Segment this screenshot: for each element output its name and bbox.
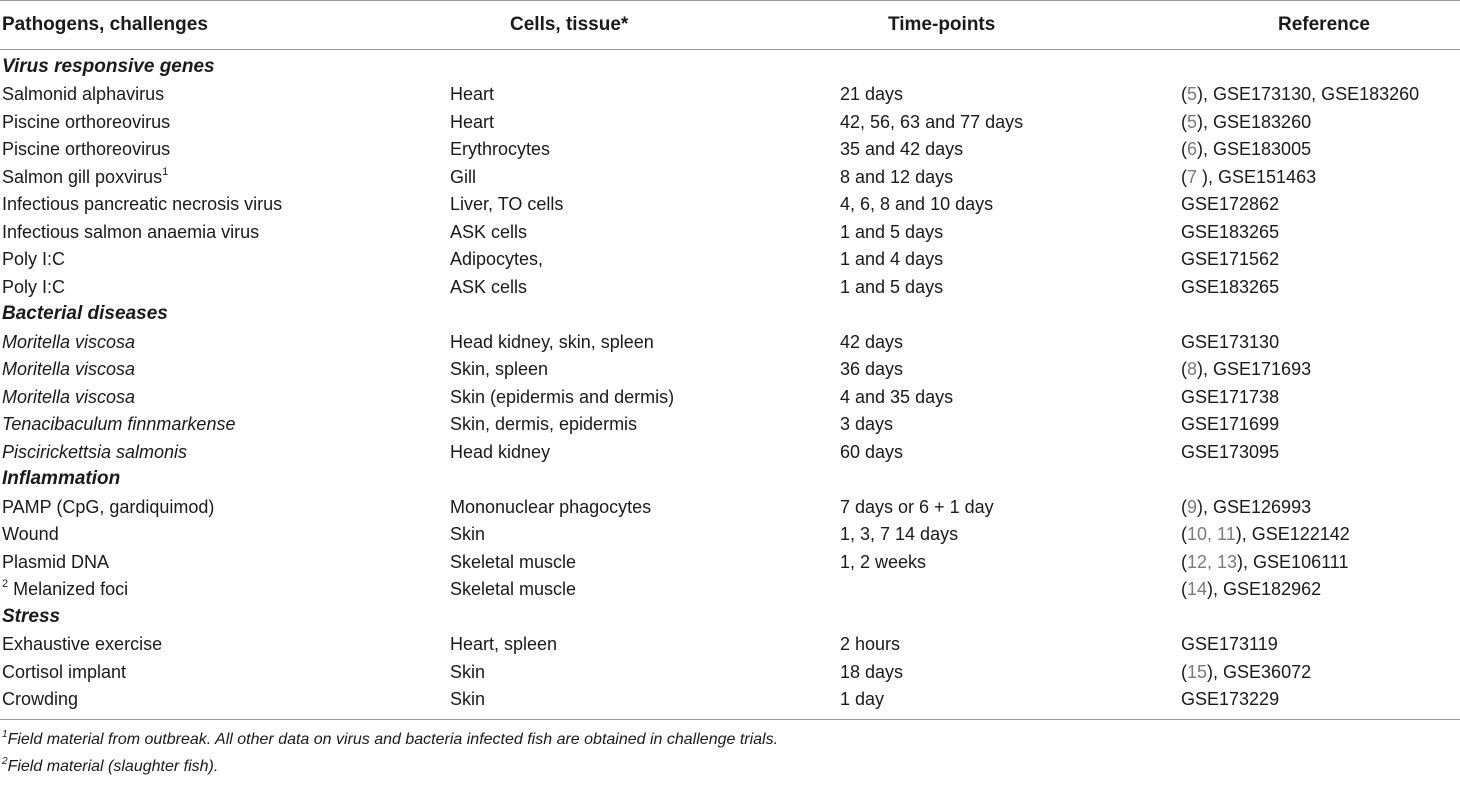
table-row <box>0 686 1460 720</box>
cell-time-points: 7 days or 6 + 1 day <box>840 496 994 517</box>
section-row <box>0 466 1460 494</box>
citation-link: 5 <box>1187 111 1198 132</box>
pathogen-name: PAMP (CpG, gardiquimod) <box>2 496 215 517</box>
cell-reference <box>1181 383 1460 411</box>
pathogen-name: Exhaustive exercise <box>2 634 163 655</box>
table-row <box>0 136 1460 164</box>
table-row <box>0 576 1460 604</box>
pathogen-name: Salmon gill poxvirus <box>2 166 163 187</box>
cell-reference <box>1181 576 1460 604</box>
table-row <box>0 108 1460 136</box>
cell-reference <box>1181 521 1460 549</box>
cell-tissue: Gill <box>450 166 476 187</box>
table-row <box>0 548 1460 576</box>
table-row <box>0 246 1460 274</box>
geo-accession: GSE171693 <box>1213 359 1312 380</box>
cell-time-points: 60 days <box>840 441 904 462</box>
pathogen-name: Piscine orthoreovirus <box>2 139 171 160</box>
cell-time-points: 4, 6, 8 and 10 days <box>840 194 994 215</box>
citation-link: 6 <box>1187 139 1198 160</box>
footnote-mark: 2 <box>2 755 8 767</box>
pathogen-name: Salmonid alphavirus <box>2 84 165 105</box>
footnote-mark: 1 <box>2 728 8 740</box>
section-row <box>0 50 1460 81</box>
cell-reference <box>1181 246 1460 274</box>
geo-accession: GSE173095 <box>1181 441 1280 462</box>
ref-paren-open: ( <box>1181 579 1187 600</box>
cell-pathogen <box>0 246 450 274</box>
ref-paren-open: ( <box>1181 661 1187 682</box>
table-row <box>0 521 1460 549</box>
pathogen-name: Moritella viscosa <box>2 386 136 407</box>
citation-link: 5 <box>1187 84 1198 105</box>
ref-paren-close: ), <box>1197 111 1214 132</box>
geo-accession: GSE173130, GSE183260 <box>1213 84 1420 105</box>
cell-reference <box>1181 631 1460 659</box>
cell-time-points: 42, 56, 63 and 77 days <box>840 111 1024 132</box>
cell-reference <box>1181 411 1460 439</box>
cell-pathogen <box>0 136 450 164</box>
cell-reference <box>1181 493 1460 521</box>
cell-pathogen <box>0 438 450 466</box>
geo-accession: GSE151463 <box>1218 166 1317 187</box>
cell-tissue: Skin (epidermis and dermis) <box>450 386 675 407</box>
cell-pathogen <box>0 273 450 301</box>
geo-accession: GSE183265 <box>1181 221 1280 242</box>
cell-pathogen <box>0 328 450 356</box>
cell-time-points <box>840 576 1181 604</box>
ref-paren-close: ), <box>1197 84 1214 105</box>
table-row <box>0 493 1460 521</box>
cell-time-points: 42 days <box>840 331 904 352</box>
cell-reference <box>1181 658 1460 686</box>
cell-pathogen <box>0 631 450 659</box>
cell-reference <box>1181 81 1460 109</box>
cell-pathogen <box>0 521 450 549</box>
cell-pathogen <box>0 163 450 191</box>
header-pathogens: Pathogens, challenges <box>0 1 450 50</box>
cell-time-points: 18 days <box>840 661 904 682</box>
header-row <box>0 1 1460 50</box>
cell-tissue: Heart <box>450 111 495 132</box>
cell-tissue: Skin <box>450 661 486 682</box>
cell-tissue: Head kidney <box>450 441 551 462</box>
cell-pathogen <box>0 411 450 439</box>
pathogen-name: Tenacibaculum finnmarkense <box>2 414 236 435</box>
pathogen-name: Melanized foci <box>8 579 129 600</box>
footnote-text: Field material from outbreak. All other data on virus and bacteria infected fish are obtained in challenge trials. <box>7 731 779 748</box>
cell-reference <box>1181 218 1460 246</box>
cell-reference <box>1181 136 1460 164</box>
footnote-text: Field material (slaughter fish). <box>7 758 219 775</box>
pathogen-name: Wound <box>2 524 59 545</box>
cell-time-points: 1 day <box>840 686 1181 720</box>
cell-tissue: Skeletal muscle <box>450 579 577 600</box>
ref-paren-open: ( <box>1181 139 1187 160</box>
cell-pathogen <box>0 493 450 521</box>
ref-paren-close: ), <box>1237 551 1254 572</box>
cell-pathogen <box>0 81 450 109</box>
cell-reference <box>1181 438 1460 466</box>
table-body <box>0 50 1460 720</box>
geo-accession: GSE106111 <box>1253 551 1349 572</box>
pathogen-name: Infectious salmon anaemia virus <box>2 221 260 242</box>
cell-reference <box>1181 686 1460 720</box>
geo-accession: GSE171562 <box>1181 249 1280 270</box>
pathogen-name: Moritella viscosa <box>2 331 136 352</box>
cell-reference <box>1181 356 1460 384</box>
table-row <box>0 191 1460 219</box>
cell-time-points: 1 and 5 days <box>840 276 944 297</box>
ref-paren-open: ( <box>1181 84 1187 105</box>
citation-link: 12, 13 <box>1187 551 1238 572</box>
geo-accession: GSE171738 <box>1181 386 1280 407</box>
cell-time-points: 1, 2 weeks <box>840 551 927 572</box>
table-row <box>0 438 1460 466</box>
cell-pathogen <box>0 383 450 411</box>
header-time-points: Time-points <box>840 1 1181 50</box>
ref-paren-close: ), <box>1207 661 1224 682</box>
cell-tissue: Heart <box>450 84 495 105</box>
section-title: Virus responsive genes <box>2 55 215 77</box>
geo-accession: GSE182962 <box>1223 579 1322 600</box>
cell-pathogen <box>0 191 450 219</box>
cell-tissue: Erythrocytes <box>450 139 551 160</box>
cell-pathogen <box>0 548 450 576</box>
footnote-mark: 1 <box>162 165 169 178</box>
cell-tissue: Liver, TO cells <box>450 194 564 215</box>
section-row <box>0 603 1460 631</box>
geo-accession: GSE183265 <box>1181 276 1280 297</box>
citation-link: 10, 11 <box>1187 524 1236 545</box>
ref-paren-close: ), <box>1197 359 1214 380</box>
table-row <box>0 328 1460 356</box>
pathogen-name: Moritella viscosa <box>2 359 136 380</box>
footnote-line <box>2 753 1460 780</box>
geo-accession: GSE173229 <box>1181 689 1280 710</box>
pathogen-name: Poly I:C <box>2 276 66 297</box>
table-row <box>0 163 1460 191</box>
table-row <box>0 273 1460 301</box>
cell-reference <box>1181 191 1460 219</box>
pathogen-name: Plasmid DNA <box>2 551 110 572</box>
cell-tissue: Adipocytes, <box>450 249 544 270</box>
cell-pathogen <box>0 576 450 604</box>
table-row <box>0 631 1460 659</box>
geo-accession: GSE172862 <box>1181 194 1280 215</box>
ref-paren-close: ), <box>1202 166 1219 187</box>
citation-link: 8 <box>1187 359 1198 380</box>
ref-paren-close: ), <box>1235 524 1252 545</box>
ref-paren-close: ), <box>1197 139 1214 160</box>
cell-pathogen <box>0 658 450 686</box>
cell-tissue: Skin, dermis, epidermis <box>450 414 638 435</box>
cell-tissue: Skin <box>450 524 486 545</box>
pathogen-name: Infectious pancreatic necrosis virus <box>2 194 283 215</box>
table-row <box>0 356 1460 384</box>
cell-pathogen <box>0 356 450 384</box>
section-row <box>0 301 1460 329</box>
cell-time-points: 3 days <box>840 414 894 435</box>
table-row <box>0 383 1460 411</box>
ref-paren-open: ( <box>1181 524 1187 545</box>
cell-time-points: 21 days <box>840 84 904 105</box>
pathogen-name: Crowding <box>2 689 79 710</box>
cell-time-points: 2 hours <box>840 634 901 655</box>
cell-reference <box>1181 548 1460 576</box>
cell-tissue: Skin, spleen <box>450 359 549 380</box>
geo-accession: GSE173119 <box>1181 634 1278 655</box>
cell-tissue: Mononuclear phagocytes <box>450 496 652 517</box>
cell-time-points: 8 and 12 days <box>840 166 954 187</box>
geo-accession: GSE183260 <box>1213 111 1312 132</box>
geo-accession: GSE183005 <box>1213 139 1312 160</box>
cell-reference <box>1181 328 1460 356</box>
cell-time-points: 35 and 42 days <box>840 139 964 160</box>
geo-accession: GSE36072 <box>1223 661 1312 682</box>
cell-tissue: Skin <box>450 686 840 720</box>
cell-tissue: Heart, spleen <box>450 634 558 655</box>
citation-link: 7 <box>1187 166 1203 187</box>
cell-time-points: 1 and 4 days <box>840 249 944 270</box>
cell-reference <box>1181 273 1460 301</box>
geo-accession: GSE126993 <box>1213 496 1312 517</box>
table-row <box>0 218 1460 246</box>
cell-tissue: ASK cells <box>450 276 528 297</box>
geo-accession: GSE173130 <box>1181 331 1280 352</box>
cell-tissue: Head kidney, skin, spleen <box>450 331 654 352</box>
citation-link: 14 <box>1187 579 1208 600</box>
ref-paren-open: ( <box>1181 111 1187 132</box>
footnote-mark: 2 <box>2 578 9 591</box>
citation-link: 15 <box>1187 661 1208 682</box>
pathogen-name: Poly I:C <box>2 249 66 270</box>
cell-pathogen <box>0 108 450 136</box>
footnotes <box>0 720 1460 780</box>
table-row <box>0 658 1460 686</box>
pathogen-name: Cortisol implant <box>2 661 127 682</box>
cell-time-points: 36 days <box>840 359 904 380</box>
ref-paren-close: ), <box>1197 496 1214 517</box>
header-cells-tissue: Cells, tissue* <box>450 1 840 50</box>
ref-paren-open: ( <box>1181 496 1187 517</box>
cell-reference <box>1181 163 1460 191</box>
table-row <box>0 81 1460 109</box>
cell-reference <box>1181 108 1460 136</box>
pathogen-name: Piscine orthoreovirus <box>2 111 171 132</box>
table-row <box>0 411 1460 439</box>
pathogen-name: Piscirickettsia salmonis <box>2 441 188 462</box>
section-title: Stress <box>2 605 61 627</box>
ref-paren-open: ( <box>1181 551 1187 572</box>
footnote-line <box>2 726 1460 753</box>
ref-paren-open: ( <box>1181 166 1187 187</box>
section-title: Inflammation <box>2 468 121 490</box>
geo-accession: GSE122142 <box>1251 524 1350 545</box>
geo-accession: GSE171699 <box>1181 414 1280 435</box>
section-title: Bacterial diseases <box>2 303 168 325</box>
cell-pathogen <box>0 218 450 246</box>
cell-tissue: ASK cells <box>450 221 528 242</box>
header-reference: Reference <box>1181 1 1460 50</box>
cell-pathogen <box>0 686 450 720</box>
citation-link: 9 <box>1187 496 1198 517</box>
cell-time-points: 1 and 5 days <box>840 221 944 242</box>
cell-time-points: 1, 3, 7 14 days <box>840 524 959 545</box>
ref-paren-open: ( <box>1181 359 1187 380</box>
cell-tissue: Skeletal muscle <box>450 551 577 572</box>
cell-time-points: 4 and 35 days <box>840 386 954 407</box>
ref-paren-close: ), <box>1207 579 1224 600</box>
